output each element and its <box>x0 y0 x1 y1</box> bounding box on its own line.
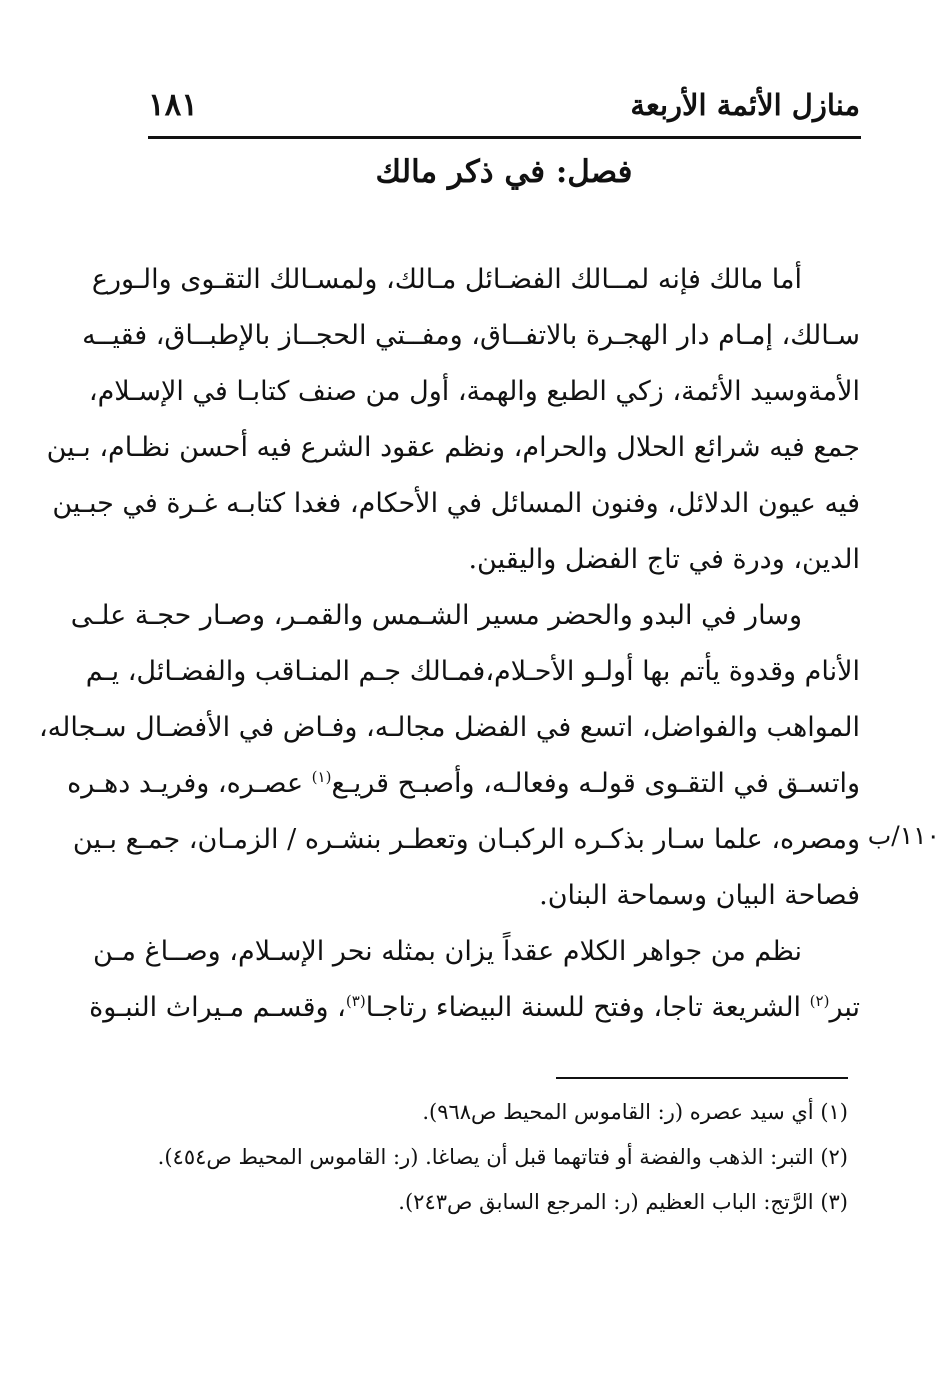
body-line: الدين، ودرة في تاج الفضل واليقين. <box>468 544 860 575</box>
footnote-3: (٣) الرَّتج: الباب العظيم (ر: المرجع السابق ص٢٤٣). <box>398 1190 848 1214</box>
body-line: جمع فيه شرائع الحلال والحرام، ونظم عقود الشرع فيه أحسن نظـام، بـين <box>46 432 860 463</box>
body-line: المواهب والفواضل، اتسع في الفضل مجالـه، وفـاض في الأفضـال سـجاله، <box>38 712 860 743</box>
footnote-ref-1[interactable]: (١) <box>311 768 332 786</box>
body-line: نظم من جواهر الكلام عقداً يزان بمثله نحر الإسـلام، وصــاغ مـن <box>93 936 802 967</box>
footnote-separator <box>556 1077 848 1079</box>
body-line: فيه عيون الدلائل، وفنون المسائل في الأحكام، فغدا كتابـه غـرة في جبـين <box>52 488 860 519</box>
body-line: فصاحة البيان وسماحة البنان. <box>539 880 860 911</box>
body-line-text: عصـره، وفريـد دهـره <box>67 768 312 799</box>
body-text <box>38 252 860 1036</box>
header-rule <box>148 136 861 139</box>
body-line: الأنام وقدوة يأتم بها أولـو الأحـلام،فمـالك جـم المنـاقب والفضـائل، يـم <box>85 656 860 687</box>
running-header <box>148 82 860 128</box>
body-line-text: تبر <box>829 992 860 1023</box>
section-heading: فصل: في ذكر مالك <box>375 154 633 190</box>
body-line-text: الشريعة تاجا، وفتح للسنة البيضاء رتاجـا <box>365 992 810 1023</box>
body-line <box>67 756 860 812</box>
manuscript-folio-marker: ١١٠/ب <box>867 821 940 850</box>
footnotes <box>148 1090 848 1225</box>
footnote-1: (١) أي سيد عصره (ر: القاموس المحيط ص٩٦٨). <box>422 1100 848 1124</box>
body-line: أما مالك فإنه لمــالك الفضـائل مـالك، ولمسـالك التقـوى والـورع <box>91 264 802 295</box>
body-line-text: واتسـق في التقـوى قولـه وفعالـه، وأصبـح قريـع <box>331 768 860 799</box>
body-line: سـالك، إمـام دار الهجـرة بالاتفــاق، ومفــتي الحجــاز بالإطبــاق، فقيــه <box>82 320 860 351</box>
body-line: وسار في البدو والحضر مسير الشـمس والقمـر، وصـار حجـة علـى <box>70 600 802 631</box>
body-line-text: ، وقسـم مـيراث النبـوة <box>89 992 346 1023</box>
page-number: ١٨١ <box>148 87 198 123</box>
body-line <box>89 980 860 1036</box>
footnote-ref-3[interactable]: (٣) <box>345 992 366 1010</box>
body-line: الأمةوسيد الأئمة، زكي الطبع والهمة، أول من صنف كتابـا في الإسـلام، <box>88 376 860 407</box>
footnote-2: (٢) التبر: الذهب والفضة أو فتاتهما قبل أن يصاغا. (ر: القاموس المحيط ص٤٥٤). <box>157 1145 848 1169</box>
book-title: منازل الأئمة الأربعة <box>630 88 860 122</box>
body-line: ومصره، علما سـار بذكـره الركبـان وتعطـر بنشـره / الزمـان، جمـع بـين <box>72 824 860 855</box>
footnote-ref-2[interactable]: (٢) <box>809 992 830 1010</box>
